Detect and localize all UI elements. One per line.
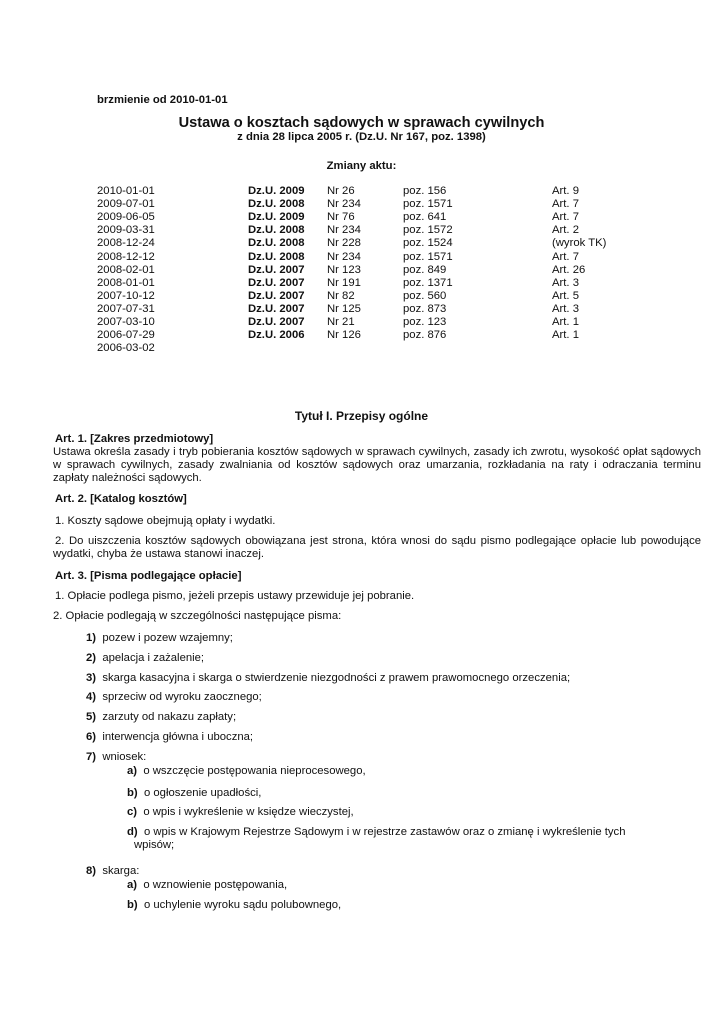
- changes-row: [0, 303, 723, 316]
- item-text: zarzuty od nakazu zapłaty;: [102, 711, 237, 723]
- item-number: 4): [86, 691, 97, 703]
- change-journal: Dz.U. 2007: [248, 289, 305, 302]
- list-item: [86, 632, 233, 645]
- change-position: poz. 560: [403, 289, 447, 302]
- change-article: Art. 7: [552, 250, 579, 263]
- change-position: poz. 1572: [403, 224, 453, 237]
- sub-list-item: [127, 879, 287, 892]
- changes-row: [0, 211, 723, 224]
- list-item: [86, 672, 570, 685]
- sub-list-item: [127, 787, 261, 800]
- item-text: skarga kasacyjna i skarga o stwierdzenie niezgodności z prawem prawomocnego orzeczenia;: [102, 672, 571, 684]
- changes-row: [0, 277, 723, 290]
- change-position: poz. 1571: [403, 250, 453, 263]
- change-date: 2008-02-01: [97, 263, 155, 276]
- change-journal: Dz.U. 2007: [248, 316, 305, 328]
- sub-list-item: [127, 765, 366, 778]
- document-subtitle: z dnia 28 lipca 2005 r. (Dz.U. Nr 167, poz. 1398): [237, 131, 486, 143]
- change-article: (wyrok TK): [552, 237, 607, 250]
- change-date: 2006-03-02: [97, 342, 155, 355]
- item-text: apelacja i zażalenie;: [102, 652, 205, 664]
- changes-row: [0, 329, 723, 342]
- item-text: o wszczęcie postępowania nieprocesowego,: [143, 765, 366, 777]
- change-date: 2007-03-10: [97, 316, 155, 328]
- sub-list-item: [127, 826, 625, 839]
- art3-paragraph-2: 2. Opłacie podlegają w szczególności następujące pisma:: [53, 610, 342, 622]
- changes-row: [0, 185, 723, 198]
- change-date: 2010-01-01: [97, 185, 155, 197]
- change-journal: Dz.U. 2007: [248, 276, 305, 289]
- sub-list-item: [127, 806, 354, 819]
- document-title: Ustawa o kosztach sądowych w sprawach cywilnych: [178, 115, 545, 131]
- change-date: 2009-03-31: [97, 224, 155, 237]
- sub-list-item-continuation: wpisów;: [134, 839, 175, 851]
- change-date: 2008-01-01: [97, 276, 155, 289]
- change-journal: Dz.U. 2007: [248, 302, 305, 315]
- art3-paragraph-1: 1. Opłacie podlega pismo, jeżeli przepis ustawy przewiduje jej pobranie.: [55, 590, 415, 602]
- change-journal: Dz.U. 2009: [248, 185, 305, 197]
- change-number: Nr 82: [327, 289, 355, 302]
- change-journal: Dz.U. 2006: [248, 329, 305, 342]
- change-position: poz. 849: [403, 263, 447, 276]
- change-article: Art. 3: [552, 302, 579, 315]
- list-item: [86, 711, 236, 724]
- change-journal: Dz.U. 2008: [248, 237, 305, 250]
- changes-row: [0, 290, 723, 303]
- item-number: 7): [86, 751, 97, 763]
- item-number: a): [127, 879, 138, 891]
- change-article: Art. 26: [552, 263, 586, 276]
- change-article: Art. 5: [552, 289, 579, 302]
- item-number: 1): [86, 632, 97, 644]
- art1-heading: Art. 1. [Zakres przedmiotowy]: [55, 433, 214, 445]
- change-article: Art. 3: [552, 276, 579, 289]
- art1-text: Ustawa określa zasady i tryb pobierania kosztów sądowych w sprawach cywilnych, zasady ich zwrotu, wysokość opłat sądowych w sprawach cywilnych, zasady zwalniania od kosztów sądowych oraz umarzania, rozkładania na raty i odraczania terminu zapłaty należności sądowych.: [53, 446, 701, 484]
- item-text: o ogłoszenie upadłości,: [143, 787, 262, 799]
- item-text: o uchylenie wyroku sądu polubownego,: [143, 899, 342, 911]
- change-number: Nr 126: [327, 329, 361, 342]
- change-position: poz. 1571: [403, 198, 453, 211]
- change-journal: Dz.U. 2009: [248, 211, 305, 224]
- item-number: b): [127, 899, 138, 911]
- change-position: poz. 123: [403, 316, 447, 328]
- change-position: poz. 156: [403, 185, 447, 197]
- item-text: interwencja główna i uboczna;: [102, 731, 254, 743]
- change-journal: Dz.U. 2008: [248, 250, 305, 263]
- item-number: 5): [86, 711, 97, 723]
- change-position: poz. 873: [403, 302, 447, 315]
- list-item: [86, 865, 139, 878]
- change-number: Nr 191: [327, 276, 361, 289]
- change-journal: Dz.U. 2008: [248, 224, 305, 237]
- art3-heading: Art. 3. [Pisma podlegające opłacie]: [55, 570, 242, 582]
- list-item: [86, 731, 253, 744]
- change-date: 2007-07-31: [97, 302, 155, 315]
- art2-paragraph-2: 2. Do uiszczenia kosztów sądowych obowiązana jest strona, która wnosi do sądu pismo podlegające opłacie lub powodujące wydatki, chyba że ustawa stanowi inaczej.: [53, 535, 701, 560]
- list-item: [86, 652, 204, 665]
- art2-heading: Art. 2. [Katalog kosztów]: [55, 493, 187, 505]
- item-text: wniosek:: [102, 751, 147, 763]
- change-number: Nr 228: [327, 237, 361, 250]
- changes-row: [0, 198, 723, 211]
- change-article: Art. 9: [552, 185, 579, 197]
- item-number: d): [127, 826, 138, 838]
- item-text: skarga:: [102, 865, 140, 877]
- version-label: brzmienie od 2010-01-01: [97, 94, 228, 106]
- item-number: 8): [86, 865, 97, 877]
- changes-heading: Zmiany aktu:: [326, 160, 397, 172]
- art2-paragraph-1: 1. Koszty sądowe obejmują opłaty i wydatki.: [55, 515, 276, 527]
- change-number: Nr 76: [327, 211, 355, 224]
- change-position: poz. 1371: [403, 276, 453, 289]
- item-text: pozew i pozew wzajemny;: [102, 632, 233, 644]
- change-date: 2009-07-01: [97, 198, 155, 211]
- change-article: Art. 7: [552, 211, 579, 224]
- list-item: [86, 751, 146, 764]
- item-text: o wpis w Krajowym Rejestrze Sądowym i w rejestrze zastawów oraz o zmianę i wykreślenie tych: [143, 826, 626, 838]
- changes-row: [0, 237, 723, 250]
- item-number: 6): [86, 731, 97, 743]
- change-number: Nr 26: [327, 185, 355, 197]
- change-journal: Dz.U. 2008: [248, 198, 305, 211]
- changes-row: [0, 251, 723, 264]
- change-date: 2008-12-24: [97, 237, 155, 250]
- changes-row: [0, 264, 723, 277]
- item-number: 2): [86, 652, 97, 664]
- change-number: Nr 123: [327, 263, 361, 276]
- list-item: [86, 691, 262, 704]
- sub-list-item: [127, 899, 341, 912]
- change-date: 2006-07-29: [97, 329, 155, 342]
- changes-row: [0, 224, 723, 237]
- change-position: poz. 876: [403, 329, 447, 342]
- change-date: 2009-06-05: [97, 211, 155, 224]
- changes-row: [0, 316, 723, 329]
- change-journal: Dz.U. 2007: [248, 263, 305, 276]
- item-number: a): [127, 765, 138, 777]
- item-number: b): [127, 787, 138, 799]
- change-article: Art. 2: [552, 224, 579, 237]
- item-text: o wznowienie postępowania,: [143, 879, 288, 891]
- part-title: Tytuł I. Przepisy ogólne: [294, 409, 429, 423]
- change-position: poz. 641: [403, 211, 447, 224]
- change-number: Nr 21: [327, 316, 355, 328]
- item-text: o wpis i wykreślenie w księdze wieczystej,: [143, 806, 354, 818]
- change-article: Art. 1: [552, 329, 579, 342]
- change-date: 2007-10-12: [97, 289, 155, 302]
- changes-row: [0, 342, 723, 355]
- item-number: 3): [86, 672, 97, 684]
- change-article: Art. 7: [552, 198, 579, 211]
- change-number: Nr 234: [327, 250, 361, 263]
- item-number: c): [127, 806, 138, 818]
- change-number: Nr 234: [327, 224, 361, 237]
- change-article: Art. 1: [552, 316, 579, 328]
- change-date: 2008-12-12: [97, 250, 155, 263]
- change-number: Nr 234: [327, 198, 361, 211]
- change-position: poz. 1524: [403, 237, 453, 250]
- change-number: Nr 125: [327, 302, 361, 315]
- item-text: sprzeciw od wyroku zaocznego;: [102, 691, 262, 703]
